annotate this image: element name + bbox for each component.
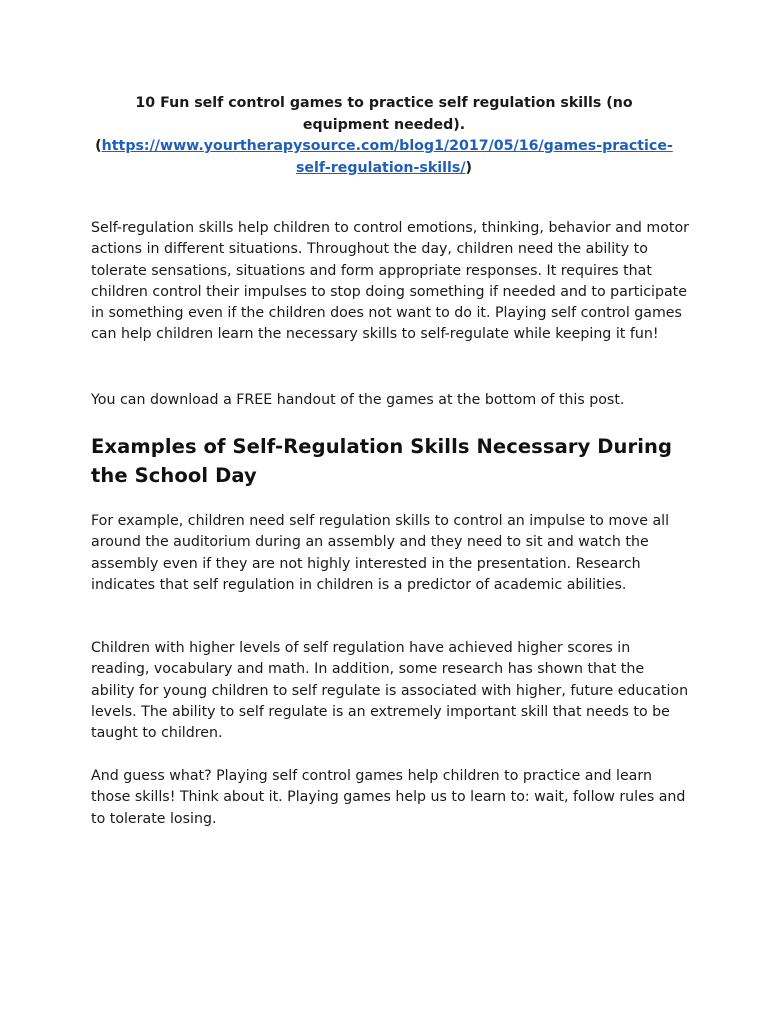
scores-paragraph: Children with higher levels of self regulation have achieved higher scores in reading, vocabulary and math. In addition, some research has shown that the ability for young children to self regulate is associated with higher, future education levels. The ability to self regulate is an extremely important skill that needs to be taught to children. — [91, 640, 689, 742]
source-line — [90, 136, 678, 179]
source-close-paren: ) — [465, 159, 472, 176]
title-line: 10 Fun self control games to practice self regulation skills (no equipment needed). — [135, 95, 633, 133]
source-open-paren: ( — [95, 138, 102, 154]
section-heading: Examples of Self-Regulation Skills Necessary During the School Day — [91, 435, 673, 487]
source-link[interactable]: https://www.yourtherapysource.com/blog1/2017/05/16/games-practice-self-regulation-skills/ — [101, 138, 673, 176]
download-paragraph: You can download a FREE handout of the games at the bottom of this post. — [91, 392, 625, 408]
example-paragraph: For example, children need self regulation skills to control an impulse to move all around the auditorium during an assembly and they need to sit and watch the assembly even if they are not highly interested in the presentation. Research indicates that self regulation in children is a predictor of academic abilities. — [91, 513, 670, 593]
guess-paragraph: And guess what? Playing self control games help children to practice and learn those skills! Think about it. Playing games help us to learn to: wait, follow rules and to tolerate losing. — [91, 768, 686, 827]
document-title — [90, 93, 678, 179]
intro-paragraph: Self-regulation skills help children to control emotions, thinking, behavior and motor actions in different situations. Throughout the day, children need the ability to tolerate sensations, situations and form appropriate responses. It requires that children control their impulses to stop doing something if needed and to participate in something even if the children does not want to do it. Playing self control games can help children learn the necessary skills to self-regulate while keeping it fun! — [91, 220, 690, 343]
